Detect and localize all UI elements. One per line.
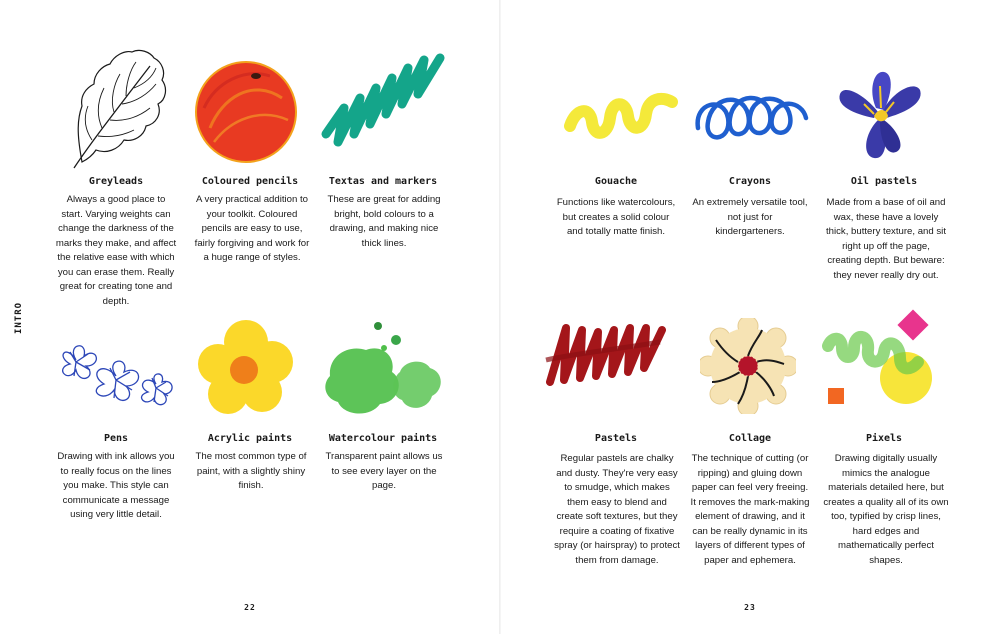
pixels-description: Drawing digitally usually mimics the analogue materials detailed here, but creates a quality all of its own too, typified by crisp lines, hard edges and mathematically perfect shapes.: [823, 453, 949, 566]
pixels-title: Pixels: [865, 433, 903, 444]
acrylic-title: Acrylic paints: [207, 433, 293, 444]
crayon-loops: [690, 82, 812, 158]
collage-title: Collage: [728, 433, 772, 444]
oil-pastels-description: Made from a base of oil and wax, these have a lovely thick, buttery texture, and sit right up off the page, creating depth. But beware: they never really dry out.: [826, 197, 946, 281]
crayons-title: Crayons: [728, 176, 772, 187]
watercolour-title: Watercolour paints: [328, 433, 438, 444]
textas-description: These are great for adding bright, bold colours to a drawing, and making nice thick lines.: [327, 194, 441, 249]
coloured-pencils-title: Coloured pencils: [201, 176, 299, 187]
pastels-title: Pastels: [594, 433, 638, 444]
gouache-description: Functions like watercolours, but creates a solid colour and totally matte finish.: [556, 197, 676, 237]
watercolour-blobs: [320, 318, 450, 428]
pen-flowers: [58, 338, 178, 420]
section-label: [12, 300, 26, 340]
section-label-text: INTRO: [14, 301, 24, 335]
textas-title: Textas and markers: [328, 176, 438, 187]
coloured-pencils-description: A very practical addition to your toolkit. Coloured pencils are easy to use, fairly forgiving and work for a huge range of styles.: [194, 194, 310, 263]
iris-illustration: [834, 64, 926, 164]
gouache-title: Gouache: [594, 176, 638, 187]
pens-title: Pens: [103, 433, 129, 444]
pastel-scribble: [542, 320, 670, 390]
marker-scribble: [318, 50, 448, 150]
acrylic-flower: [196, 318, 296, 418]
pens-description: Drawing with ink allows you to really focus on the lines you make. This style can communicate a message using very little detail.: [57, 451, 175, 520]
greyleads-description: Always a good place to start. Varying weights can change the darkness of the marks they make, and affect the relative ease with which you can erase them. Really great for creating tone and depth.: [55, 194, 177, 307]
greyleads-title: Greyleads: [88, 176, 144, 187]
watercolour-description: Transparent paint allows us to see every layer on the page.: [325, 451, 443, 491]
crayons-description: An extremely versatile tool, not just for kindergarteners.: [692, 197, 808, 237]
collage-biscuit: [700, 318, 796, 414]
collage-description: The technique of cutting (or ripping) and gluing down paper can feel very freeing. It removes the mark-making element of drawing, and it can be really dynamic in its layers of different types of paper and ephemera.: [690, 453, 810, 566]
oil-pastels-title: Oil pastels: [850, 176, 918, 187]
apple-illustration: [192, 58, 300, 166]
acrylic-description: The most common type of paint, with a slightly shiny finish.: [195, 451, 307, 491]
leaf-illustration: [70, 44, 170, 169]
pastels-description: Regular pastels are chalky and dusty. They're very easy to smudge, which makes them easy to blend and create soft textures, but they require a coating of fixative spray (or hairspray) to protect them from damage.: [554, 453, 680, 566]
pixel-shapes: [818, 308, 948, 408]
page-number-left: 22: [244, 603, 256, 612]
gouache-squiggle: [562, 86, 680, 146]
page-gutter: [499, 0, 501, 634]
page-number-right: 23: [744, 603, 756, 612]
